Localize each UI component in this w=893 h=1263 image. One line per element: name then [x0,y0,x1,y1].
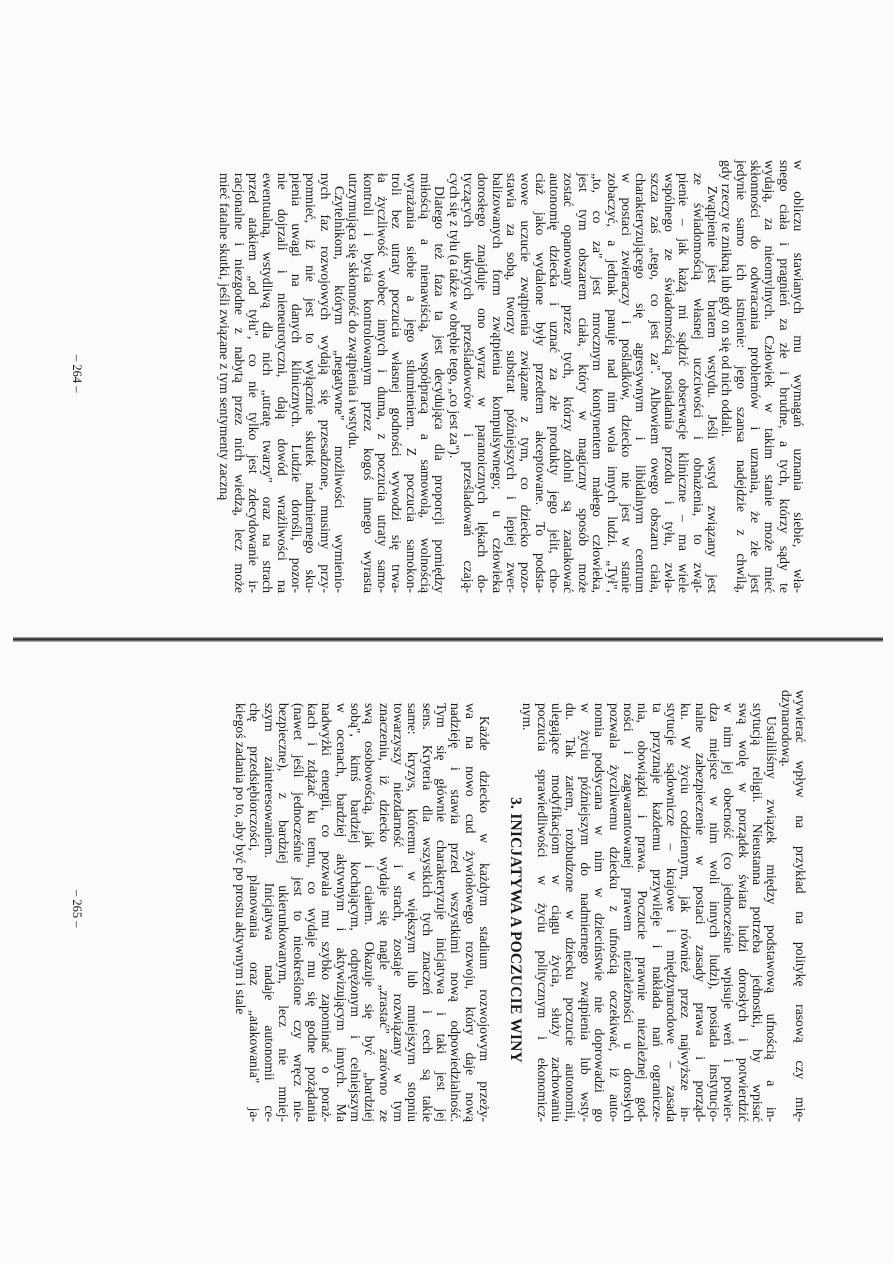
text-line: nym. [520,703,536,731]
text-line: ła życzliwość wobec innych i duma, z poczucia utraty samo- [375,173,391,593]
text-line: Ustaliliśmy związek między podstawową ufnością a in- [764,716,780,1122]
text-line: racjonalne i niezgodne z nabytą przez nich wiedzą, lecz może [231,173,247,593]
text-line: nadzieję i stawia przed wszystkimi nową odpowiedzialność. [448,703,464,1122]
paragraph [233,690,491,1122]
text-line: stytucje sądownicze – krajowe i międzynarodowe – zasada [663,703,679,1122]
text-line: ciaż jako wydalone były przedtem akceptowane. To podsta- [532,173,548,593]
right-page [0,655,893,1263]
right-page-body-top [520,690,807,1122]
text-line: kiegoś zadania po to, aby być po prostu aktywnym i stale [233,703,249,1015]
text-line: swą wolę w porządek świata ludzi dorosłych i potwierdzić [735,703,751,1122]
text-line: mieć fatalne skutki, jeśli związane z tym sentymenty zaczną [217,173,233,501]
right-page-body-bottom [233,690,491,1122]
page-number-right: – 265 – [70,890,84,928]
text-line: „to, co za" jest mrocznym kontynentem małego człowieka, [590,173,606,593]
paragraph [520,690,778,1122]
text-line: ności i zagwarantowanej prawem niezależności u dorosłych [620,703,636,1122]
text-line: stawia za sobą, tworzy substrat późniejszych i lepiej zwer- [504,173,520,593]
text-line: autonomię dziecka i uznać za złe produkty jego jelit, cho- [547,173,563,593]
text-line: wa na nowo cud żywiołowego rozwoju, który daje nową [462,703,478,1122]
text-line: stytucją religii. Nieustanna potrzeba jednostki, by wpisać [749,703,765,1122]
text-line: gdy rzeczy te znikną lub gdy on się od nich oddali. [719,160,735,437]
text-line: Czytelnikom, którym „negatywne" możliwości wymienio- [332,186,347,593]
paragraph [446,160,719,593]
text-line: Zwątpienie jest bratem wstydu. Jeśli wstyd związany jest [704,186,720,593]
text-line: nia, obowiązki i prawa. Poczucie prawnie niezależnej god- [635,703,651,1122]
text-line: w obliczu stawianych mu wymagań uznania siebie, wła- [791,160,806,593]
text-line: pozwala życzliwemu dziecku z ufnością oczekiwać, iż auto- [606,703,622,1122]
text-line: Każde dziecko w każdym stadium rozwojowym przeży- [477,716,492,1122]
text-line: pienia uwagi na danych klinicznych. Ludzie dorośli, pozor- [288,173,304,593]
text-line: dzynarodową. [778,690,794,767]
text-line: przed atakiem „od tyłu", co nie tylko jest zdecydowanie ir- [245,173,261,593]
text-line: swą osobowością, jak i ciałem. Okazuje się być „bardziej [362,703,378,1122]
text-line: w postaci zwieraczy i pośladków, dziecko nie jest w stanie [618,173,634,593]
text-line: poczucia sprawiedliwości w życiu politycznym i ekonomicz- [534,703,550,1122]
page-number-left: – 264 – [70,355,84,393]
text-line: (nawet jeśli jednocześnie jest to nieokreślone czy wręcz nie- [290,703,306,1122]
text-line: w życiu późniejszym do nadmiernego zwątpienia lub wsty- [577,703,593,1122]
paragraph [346,160,446,593]
text-line: ulegające modyfikacjom w ciągu życia, służy zachowaniu [549,703,565,1122]
text-line: sobą", kimś bardziej kochającym, odprężonym i celniejszym [347,703,363,1122]
text-line: balizowanych form zwątpienia kompulsywnego; u człowieka [489,173,505,593]
text-line: cych się z tyłu (a także w obrębie tego, „co jest za"). [446,173,462,459]
text-line: towarzyszy niezdarność i strach, zostaje rozwiązany w tym [390,703,406,1122]
text-line: zostać opanowany przez tych, którzy zdolni są zaatakować [561,173,577,593]
text-line: wyrażania siebie a jego stłumieniem. Z poczucia samokon- [403,173,419,593]
section-heading: 3. INICJATYWA A POCZUCIE WINY [507,797,524,1063]
text-line: nie dojrzali i nieneurotyczni, dają dowód wrażliwości na [274,173,290,593]
text-line: nych faz rozwojowych wydają się przesadzone, musimy przy- [317,173,333,593]
text-line: jest tym obszarem ciała, który w magiczny sposób może [575,173,591,593]
text-line: snego ciała i pragnień za złe i brudne, a tych, którzy sądy te [776,160,792,593]
text-line: znaczeniu, iż dziecko wydaje się nagle „zrastać" zarówno ze [376,703,392,1122]
text-line: pienie – jak każą mi sądzić obserwacje kliniczne – ma wiele [676,173,692,593]
text-line: sens. Kryteria dla wszystkich tych znaczeń i cech są takie [419,703,435,1122]
text-line: ku. W życiu codziennym, jak również przez najwyższe in- [678,703,694,1122]
paragraph [217,160,346,593]
text-line: wydają, za nieomylnych. Człowiek w takim stanie może mieć [762,160,778,593]
text-line: chę przedsiębiorczości, planowania oraz „atakowania" ja- [247,703,263,1122]
text-line: jedynie samo ich istnienie: jego szansa nadejdzie z chwilą, [733,160,749,593]
text-line: wowe uczucie zwątpienia związane z tym, co dziecko pozo- [518,173,534,593]
text-line: charakteryzującego się agresywnym i libidalnym centrum [633,173,649,593]
left-page [0,0,893,631]
text-line: Tym się głównie charakteryzuje inicjatywa i taki jest jej [433,703,449,1122]
text-line: ewentualną, wstydliwą dla nich „utratę twarzy" oraz na strach [260,173,276,593]
paragraph [719,160,805,593]
text-line: ze świadomością własnej uczciwości i obnażenia, to zwąt- [690,173,706,593]
text-line: miłością a nienawiścią, współpracą a samowolą, wolnością [418,173,434,593]
text-line: bezpieczne), z bardziej ukierunkowanym, lecz nie mniej- [276,703,292,1122]
text-line: troli bez utraty poczucia własnej godności wywodzi się trwa- [389,173,405,593]
book-gutter [13,637,883,642]
text-line: szcza zaś „tego, co jest za". Albowiem owego obszaru ciała, [647,173,663,593]
text-line: w ocenach, bardziej aktywnym i aktywizującym innych. Ma [333,703,349,1122]
text-line: w nim jej obecność (co jednocześnie wpisuje weń i potwier- [721,703,737,1122]
text-line: dza miejsce w nim woli innych ludzi), posiada instytucjo- [706,703,722,1122]
text-line: kontroli i bycia kontrolowanym przez kogoś innego wyrasta [360,173,376,593]
text-line: Dlatego też faza ta jest decydująca dla proporcji pomiędzy [432,186,448,593]
text-line: same: kryzys, któremu w większym lub mniejszym stopniu [405,703,421,1122]
text-line: nadwyżki energii, co pozwala mu szybko zapominać o poraż- [319,703,335,1122]
text-line: szym zainteresowaniem. Inicjatywa nadaje autonomii ce- [261,703,277,1122]
text-line: tyczących ukrytych prześladowców i prześladowań czają- [461,173,477,593]
text-line: kach i zdążać ku temu, co wydaje mu się godne pożądania [304,703,320,1122]
text-line: utrzymująca się skłonność do zwątpienia i wstydu. [346,173,362,449]
text-line: dorosłego znajduje ono wyraz w paranoicznych lękach do- [475,173,491,593]
text-line: zobaczyć, a jednak panuje nad nim wola innych ludzi. „Tył", [604,173,620,593]
paragraph [778,690,807,1122]
text-line: ta przyznaje każdemu przywileje i nakłada nań ograniczе- [649,703,665,1122]
text-line: nomia podsycana w nim w dzieciństwie nie doprowadzi go [592,703,608,1122]
text-line: wywierać wpływ na przykład na politykę rasową czy mię- [793,690,808,1122]
left-page-body [217,160,805,593]
text-line: du. Tak zatem, rozbudzone w dziecku poczucie autonomii, [563,703,579,1122]
text-line: pomnieć, iż nie jest to wyłącznie skutek nadmiernego sku- [303,173,319,593]
text-line: wspólnego ze świadomością posiadania przodu i tyłu, zwła- [661,173,677,593]
text-line: nalne zabezpieczenie w postaci zasady prawa i porząd- [692,703,708,1122]
text-line: skłonności do odwracania problemów i uznania, że złe jest [747,160,763,593]
